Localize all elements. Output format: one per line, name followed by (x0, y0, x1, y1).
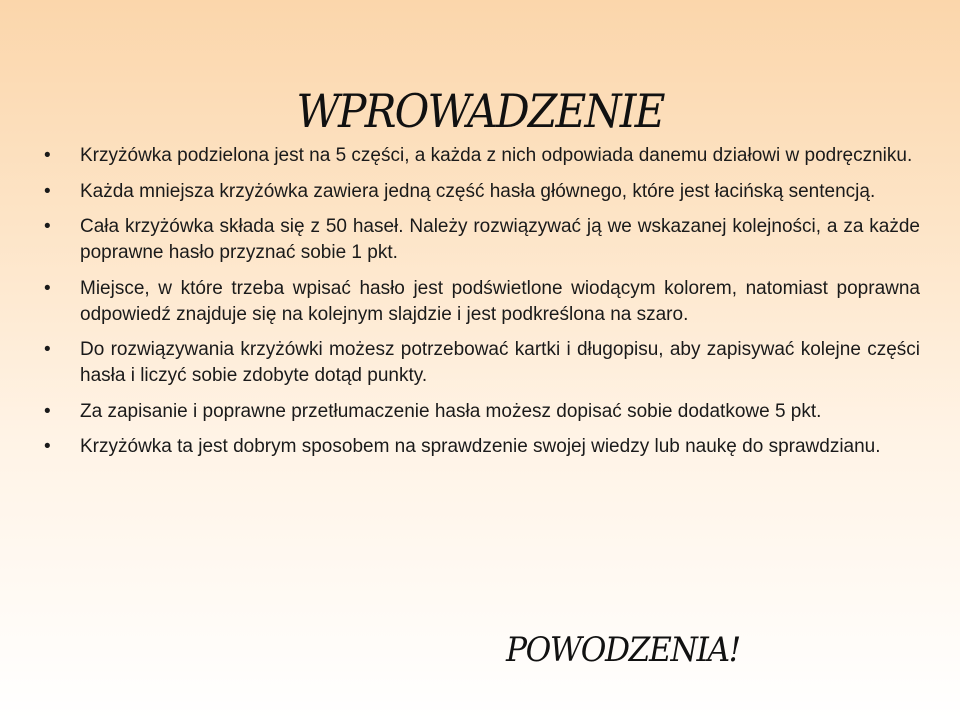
bullet-dot: • (44, 277, 51, 299)
bullet-item (44, 143, 920, 169)
bullet-item (44, 214, 920, 266)
bullet-item (44, 399, 920, 425)
bullet-item (44, 179, 920, 205)
bullet-dot: • (44, 145, 51, 166)
bullet-dot: • (44, 339, 51, 360)
closing-text: POWODZENIA! (506, 630, 740, 670)
bullet-list (44, 143, 920, 470)
bullet-text: Do rozwiązywania krzyżówki możesz potrzebować kartki i długopisu, aby zapisywać kolejne części hasła i liczyć sobie zdobyte dotąd punkty. (80, 339, 920, 386)
bullet-text: Krzyżówka ta jest dobrym sposobem na sprawdzenie swojej wiedzy lub naukę do sprawdzianu. (80, 436, 881, 457)
bullet-item (44, 337, 920, 389)
bullet-item (44, 276, 920, 328)
bullet-text: Każda mniejsza krzyżówka zawiera jedną część hasła głównego, które jest łacińską sentencją. (80, 180, 876, 202)
bullet-text: Krzyżówka podzielona jest na 5 części, a każda z nich odpowiada danemu działowi w podręczniku. (80, 145, 913, 166)
bullet-item (44, 434, 920, 460)
bullet-dot: • (44, 400, 51, 422)
bullet-text: Cała krzyżówka składa się z 50 haseł. Należy rozwiązywać ją we wskazanej kolejności, a za każde poprawne hasło przyznać sobie 1 pkt. (80, 216, 920, 263)
bullet-dot: • (44, 216, 51, 237)
bullet-text: Za zapisanie i poprawne przetłumaczenie hasła możesz dopisać sobie dodatkowe 5 pkt. (80, 400, 822, 422)
bullet-dot: • (44, 436, 51, 457)
bullet-text: Miejsce, w które trzeba wpisać hasło jest podświetlone wiodącym kolorem, natomiast poprawna odpowiedź znajduje się na kolejnym slajdzie i jest podkreślona na szaro. (80, 277, 920, 325)
bullet-dot: • (44, 180, 51, 202)
slide-title: WPROWADZENIE (296, 84, 664, 138)
